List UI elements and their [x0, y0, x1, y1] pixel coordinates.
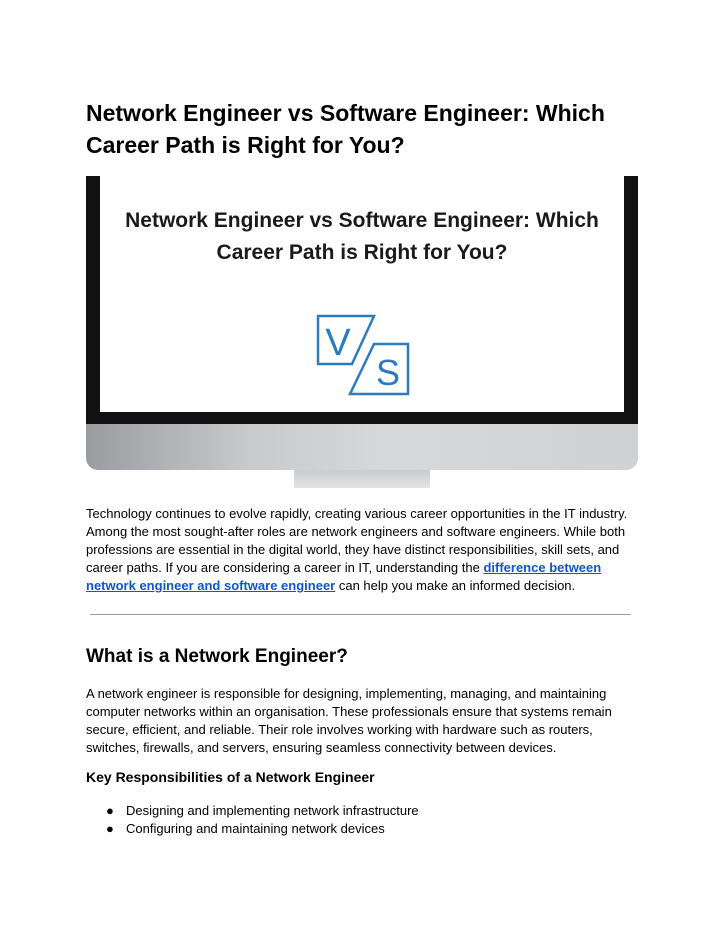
list-item: [86, 802, 646, 820]
bullet-icon: ●: [106, 803, 114, 818]
intro-text-before-link: Technology continues to evolve rapidly, creating various career opportunities in the IT industry. Among the most sought-after roles are network engineers and software engineers. While both professions are essential in the digital world, they have distinct responsibilities, skill sets, and career paths. If you are considering a career in IT, understanding the: [86, 506, 628, 575]
list-item-text: Configuring and maintaining network devices: [126, 821, 385, 836]
intro-text-after-link: can help you make an informed decision.: [335, 578, 576, 593]
monitor-bezel: [86, 176, 638, 424]
monitor-stand: [294, 470, 430, 488]
monitor-screen: [100, 176, 624, 412]
network-engineer-heading: What is a Network Engineer?: [86, 646, 348, 667]
section-divider: [90, 614, 631, 615]
vs-logo-letter-s: S: [375, 352, 401, 393]
bullet-icon: ●: [106, 821, 114, 836]
monitor-chin: [86, 424, 638, 470]
page-title: Network Engineer vs Software Engineer: Which Career Path is Right for You?: [86, 100, 605, 158]
difference-link[interactable]: difference between network engineer and software engineer: [86, 560, 602, 593]
list-item-text: Designing and implementing network infrastructure: [126, 803, 419, 818]
hero-image-monitor: [86, 176, 638, 488]
responsibilities-heading: Key Responsibilities of a Network Engineer: [86, 769, 375, 785]
vs-logo-icon: [316, 314, 412, 400]
intro-paragraph: [86, 505, 646, 595]
list-item: [86, 820, 646, 838]
hero-image-heading: Network Engineer vs Software Engineer: Which Career Path is Right for You?: [125, 209, 599, 264]
network-engineer-paragraph: A network engineer is responsible for designing, implementing, managing, and maintaining computer networks within an organisation. These professionals ensure that systems remain secure, efficient, and reliable. Their role involves working with hardware such as routers, switches, firewalls, and servers, ensuring seamless connectivity between devices.: [86, 686, 612, 755]
responsibilities-list: [86, 802, 646, 838]
vs-logo-letter-v: V: [325, 322, 351, 364]
